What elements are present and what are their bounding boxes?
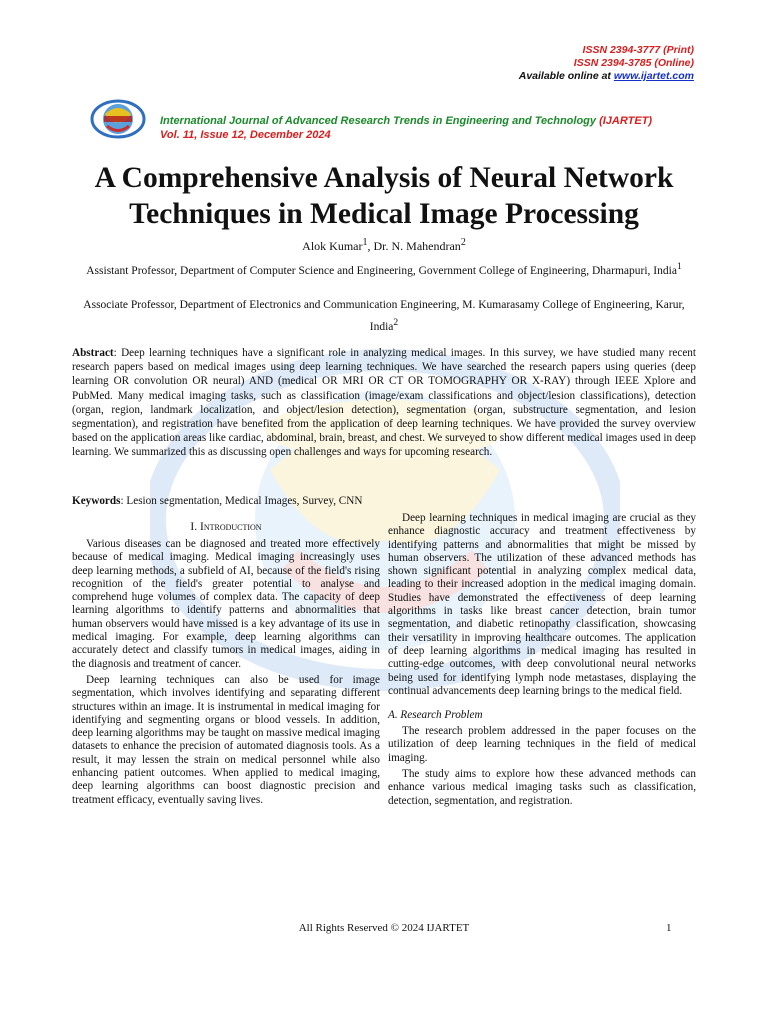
affiliation bbox=[72, 258, 696, 280]
journal-website-link[interactable]: www.ijartet.com bbox=[613, 70, 694, 82]
affiliation bbox=[72, 296, 696, 336]
affiliation-sup: 2 bbox=[393, 317, 399, 328]
abstract-label: Abstract bbox=[72, 347, 114, 359]
issn-block bbox=[519, 44, 694, 83]
paper-title: A Comprehensive Analysis of Neural Network Techniques in Medical Image Processing bbox=[94, 162, 674, 230]
right-column bbox=[388, 512, 696, 808]
author-separator: , bbox=[367, 239, 374, 253]
affiliation-text: Associate Professor, Department of Electronics and Communication Engineering, M. Kumarasamy College of Engineering, Karur, India bbox=[83, 299, 685, 333]
body-paragraph: Deep learning techniques in medical imaging are crucial as they enhance diagnostic accuracy and treatment effectiveness by identifying patterns and abnormalities that might be missed by human observers. The utilization of these advanced methods has shown significant potential in analyzing complex medical data, leading to their increased adoption in the medical imaging domain. Studies have demonstrated the effectiveness of deep learning algorithms in tasks like breast cancer detection, brain tumor segmentation, and diabetic retinopathy classification, showcasing their versatility in improving healthcare outcomes. The application of deep learning algorithms in medical imaging has resulted in cutting-edge outcomes, with deep convolutional neural networks being used for identifying lymph node metastases, displaying the continual advancements deep learning brings to the medical field. bbox=[388, 512, 696, 697]
body-paragraph: Deep learning techniques can also be used for image segmentation, which involves identifying and separating different structures within an image. It is instrumental in medical imaging for identifying and segmenting organs or blood vessels. In addition, deep learning algorithms may be taught on massive medical imaging datasets to enhance the precision of automated diagnosis tools. As a result, it may lessen the strain on medical personnel while also enhancing patient outcomes. When applied to medical imaging, deep learning algorithms can boost diagnostic precision and treatment efficacy, eventually saving lives. bbox=[72, 673, 380, 806]
issn-print: ISSN 2394-3777 (Print) bbox=[582, 44, 694, 56]
subsection-heading: A. Research Problem bbox=[388, 709, 483, 722]
section-number: I. bbox=[190, 521, 200, 533]
journal-header bbox=[160, 114, 652, 142]
affiliation-text: Assistant Professor, Department of Computer Science and Engineering, Government College of Engineering, Dharmapuri, India bbox=[86, 264, 677, 277]
footer-copyright: All Rights Reserved © 2024 IJARTET bbox=[298, 922, 470, 934]
body-paragraph: The research problem addressed in the paper focuses on the utilization of deep learning techniques in the field of medical imaging. bbox=[388, 725, 696, 764]
author-line bbox=[40, 236, 728, 253]
keywords-label: Keywords bbox=[72, 495, 121, 507]
section-heading bbox=[72, 520, 380, 534]
journal-volume: Vol. 11, Issue 12, December 2024 bbox=[160, 129, 331, 141]
journal-name: International Journal of Advanced Research Trends in Engineering and Technology bbox=[160, 115, 597, 127]
abstract-text: : Deep learning techniques have a significant role in analyzing medical images. In this survey, we have studied many recent research papers based on medical images using deep learning techniques. We have searched the research papers using queries (deep learning OR convolution OR neural) AND (medical OR MRI OR CT OR TOMOGRAPHY OR X-RAY) through IEEE Xplore and PubMed. Many medical imaging tasks, such as classification (image/exam classifications and object/lesion classifications), detection (organ, region, landmark localization, and object/lesion detection), segmentation (organ, substructure segmentation, and lesion segmentation), and registration have benefited from the application of deep learning techniques. We have provided the survey overview based on the application areas like cardiac, abdominal, brain, breast, and chest. We surveyed to show different medical images used in deep learning. We summarized this as discussing open challenges and ways for upcoming research. bbox=[72, 347, 696, 459]
affiliation-sup: 1 bbox=[676, 261, 682, 272]
body-paragraph: Various diseases can be diagnosed and treated more effectively because of medical imaging. Medical imaging increasingly uses deep learning methods, a subfield of AI, because of the field's rising recognition of the field's greater potential to analyse and comprehend huge volumes of complex data. The capacity of deep learning algorithms to identify patterns and abnormalities that human observers would have missed is a key advantage of its use in medical imaging. For example, deep learning algorithms can accurately detect and classify tumors in medical images, aiding in the diagnosis and treatment of cancer. bbox=[72, 538, 380, 670]
journal-abbreviation: (IJARTET) bbox=[596, 115, 653, 127]
body-paragraph: The study aims to explore how these advanced methods can enhance various medical imaging tasks such as classification, detection, segmentation, and registration. bbox=[388, 768, 696, 807]
page-number: 1 bbox=[666, 922, 672, 934]
left-column bbox=[72, 512, 380, 807]
journal-logo bbox=[90, 96, 146, 142]
abstract bbox=[72, 346, 696, 460]
issn-online: ISSN 2394-3785 (Online) bbox=[573, 57, 694, 69]
available-online bbox=[519, 70, 694, 83]
author-name: Alok Kumar bbox=[302, 239, 363, 253]
journal-title-line bbox=[160, 114, 652, 128]
keywords-text: : Lesion segmentation, Medical Images, Survey, CNN bbox=[120, 495, 363, 507]
section-title: Introduction bbox=[199, 521, 262, 533]
author-sup: 1 bbox=[362, 237, 368, 248]
author-name: Dr. N. Mahendran bbox=[373, 239, 461, 253]
keywords bbox=[72, 494, 696, 508]
available-prefix: Available online at bbox=[518, 70, 614, 82]
author-sup: 2 bbox=[460, 237, 466, 248]
